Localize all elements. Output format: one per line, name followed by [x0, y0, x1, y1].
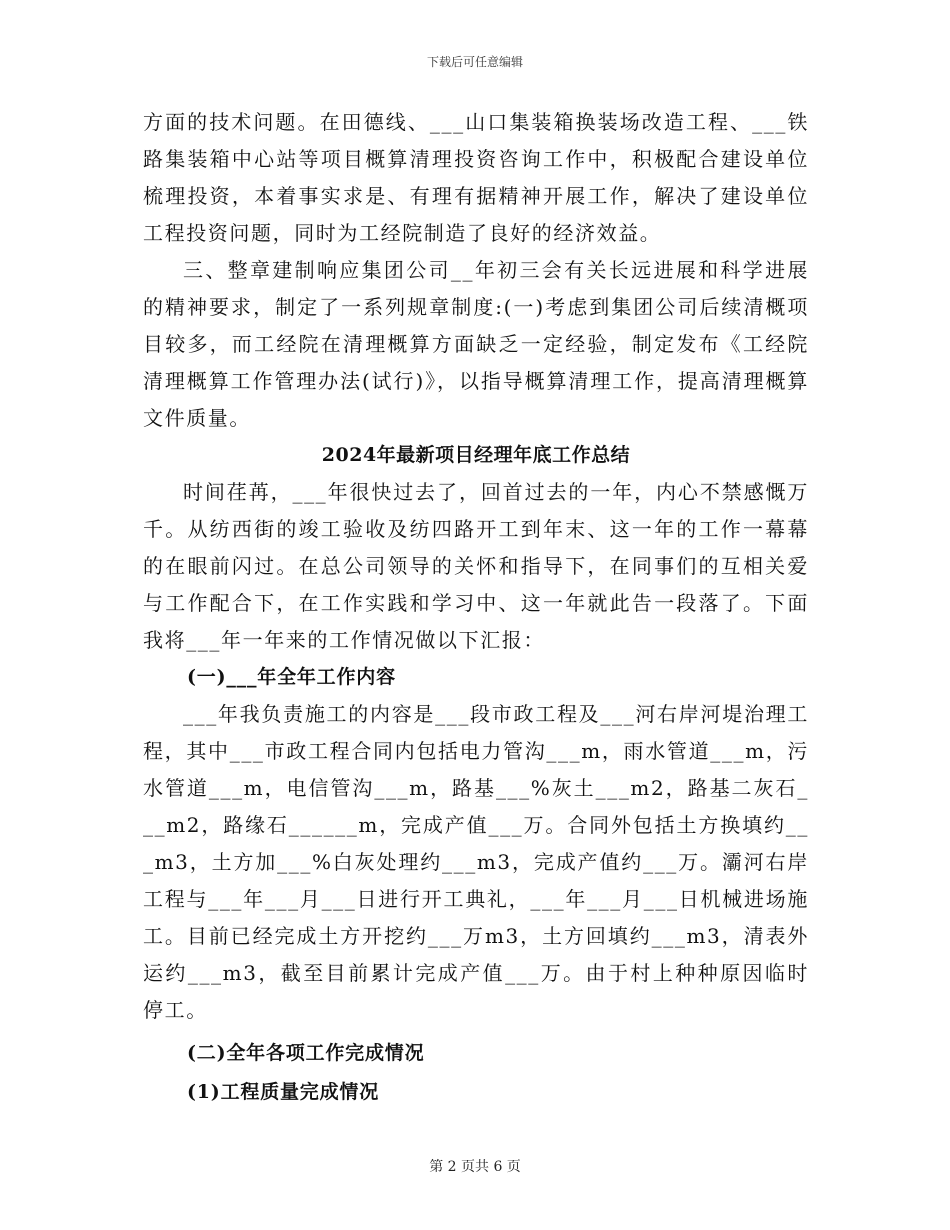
section-heading-quality: (1)工程质量完成情况: [187, 1081, 380, 1103]
section-heading-completion: (二)全年各项工作完成情况: [187, 1042, 425, 1064]
section-heading-annual-work: (一)___年全年工作内容: [187, 666, 396, 688]
paragraph-introduction: 时间荏苒，___年很快过去了，回首过去的一年，内心不禁感慨万千。从纺西街的竣工验收及纺四路开工到年末、这一年的工作一幕幕的在眼前闪过。在总公司领导的关怀和指导下，在同事们的互相关爱与工作配合下，在工作实践和学习中、这一年就此告一段落了。下面我将___年一年来的工作情况做以下汇报：: [143, 480, 809, 652]
document-body: [143, 104, 809, 1111]
paragraph-regulations: 三、整章建制响应集团公司__年初三会有关长远进展和科学进展的精神要求，制定了一系列规章制度:(一)考虑到集团公司后续清概项目较多，而工经院在清理概算方面缺乏一定经验，制定发布《工经院清理概算工作管理办法(试行)》，以指导概算清理工作，提高清理概算文件质量。: [143, 258, 809, 430]
page-header: 下载后可任意编辑: [426, 55, 523, 69]
document-title: 2024年最新项目经理年底工作总结: [321, 444, 631, 466]
paragraph-work-content: ___年我负责施工的内容是___段市政工程及___河右岸河堤治理工程，其中___市政工程合同内包括电力管沟___m，雨水管道___m，污水管道___m，电信管沟___m，路基___%灰土___m2，路基二灰石___m2，路缘石______m，完成产值___万。合同外包括土方换填约___m3，土方加___%白灰处理约___m3，完成产值约___万。灞河右岸工程与___年___月___日进行开工典礼，___年___月___日机械进场施工。目前已经完成土方开挖约___万m3，土方回填约___m3，清表外运约___m3，截至目前累计完成产值___万。由于村上种种原因临时停工。: [143, 702, 809, 1022]
paragraph-technical-issues: 方面的技术问题。在田德线、___山口集装箱换装场改造工程、___铁路集装箱中心站等项目概算清理投资咨询工作中，积极配合建设单位梳理投资，本着事实求是、有理有据精神开展工作，解决了建设单位工程投资问题，同时为工经院制造了良好的经济效益。: [143, 110, 809, 245]
page-footer: 第 2 页共 6 页: [429, 1159, 521, 1175]
